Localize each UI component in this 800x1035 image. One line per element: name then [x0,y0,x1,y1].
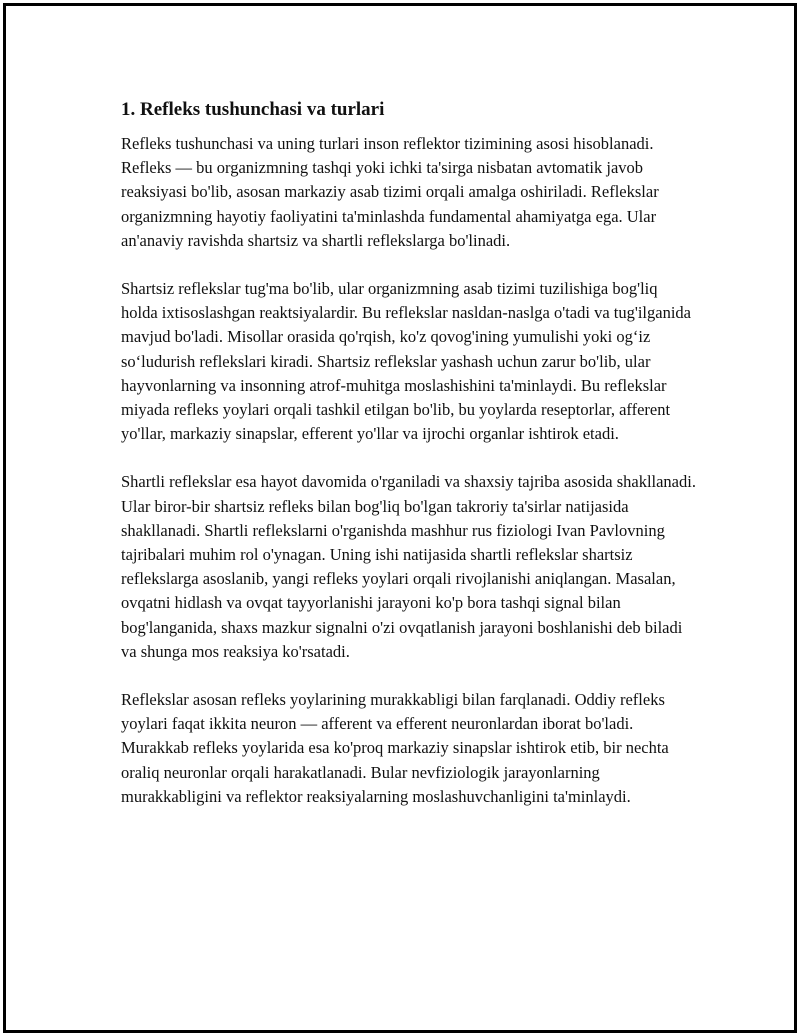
paragraph-4: Reflekslar asosan refleks yoylarining murakkabligi bilan farqlanadi. Oddiy refleks yoylari faqat ikkita neuron — afferent va efferent neuronlardan iborat bo'ladi. Murakkab refleks yoylarida esa ko'proq markaziy sinapslar ishtirok etib, bir nechta oraliq neuronlar orqali harakatlanadi. Bular nevfiziologik jarayonlarning murakkabligini va reflektor reaksiyalarning moslashuvchanligini ta'minlaydi. [121,690,669,806]
paragraph-2: Shartsiz reflekslar tug'ma bo'lib, ular organizmning asab tizimi tuzilishiga bog'liq holda ixtisoslashgan reaktsiyalardir. Bu reflekslar nasldan-naslga o'tadi va tug'ilganida mavjud bo'ladi. Misollar orasida qo'rqish, ko'z qovog'ining yumulishi yoki og‘iz so‘ludurish reflekslari kiradi. Shartsiz reflekslar yashash uchun zarur bo'lib, ular hayvonlarning va insonning atrof-muhitga moslashishini ta'minlaydi. Bu reflekslar miyada refleks yoylari orqali tashkil etilgan bo'lib, bu yoylarda reseptorlar, afferent yo'llar, markaziy sinapslar, efferent yo'llar va ijrochi organlar ishtirok etadi. [121,279,691,444]
paragraph-1: Refleks tushunchasi va uning turlari inson reflektor tizimining asosi hisoblanadi. Refleks — bu organizmning tashqi yoki ichki ta'sirga nisbatan avtomatik javob reaksiyasi bo'lib, asosan markaziy asab tizimi orqali amalga oshiriladi. Reflekslar organizmning hayotiy faoliyatini ta'minlashda fundamental ahamiyatga ega. Ular an'anaviy ravishda shartsiz va shartli reflekslarga bo'linadi. [121,134,659,250]
document-body [121,98,696,833]
page-title: 1. Refleks tushunchasi va turlari [121,99,385,120]
page-frame [3,3,797,1033]
paragraph-3: Shartli reflekslar esa hayot davomida o'rganiladi va shaxsiy tajriba asosida shakllanadi. Ular biror-bir shartsiz refleks bilan bog'liq bo'lgan takroriy ta'sirlar natijasida shakllanadi. Shartli reflekslarni o'rganishda mashhur rus fiziologi Ivan Pavlovning tajribalari muhim rol o'ynagan. Uning ishi natijasida shartli reflekslar shartsiz reflekslarga asoslanib, yangi refleks yoylari orqali rivojlanishi aniqlangan. Masalan, ovqatni hidlash va ovqat tayyorlanishi jarayoni ko'p bora tashqi signal bilan bog'langanida, shaxs mazkur signalni o'zi ovqatlanish jarayoni boshlanishi deb biladi va shunga mos reaksiya ko'rsatadi. [121,472,696,661]
